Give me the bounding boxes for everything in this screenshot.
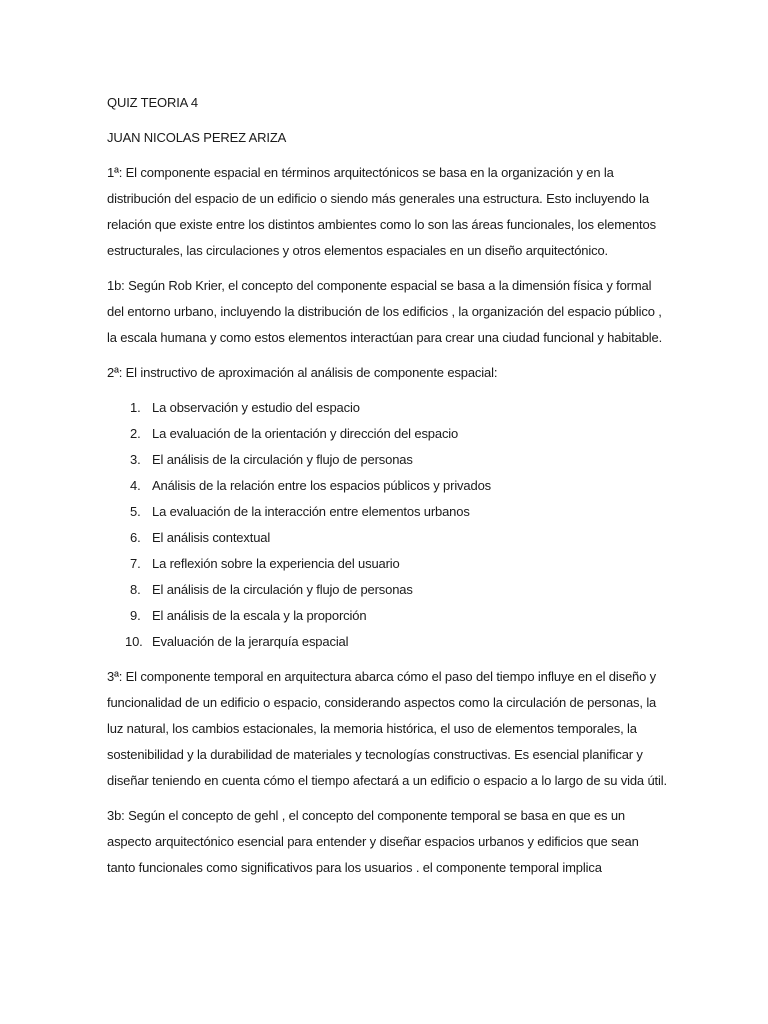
- list-text: La observación y estudio del espacio: [152, 400, 360, 415]
- author-name: JUAN NICOLAS PEREZ ARIZA: [107, 130, 287, 145]
- list-number: 3.: [130, 452, 141, 467]
- list-text: El análisis contextual: [152, 530, 271, 545]
- list-item: [107, 551, 667, 577]
- document-body: [107, 90, 667, 890]
- list-number: 9.: [130, 608, 141, 623]
- list-text: La evaluación de la orientación y dirección del espacio: [152, 426, 459, 441]
- list-number: 8.: [130, 582, 141, 597]
- answer-2a: 2ª: El instructivo de aproximación al análisis de componente espacial:: [107, 365, 498, 380]
- list-item: [107, 603, 667, 629]
- list-text: La evaluación de la interacción entre elementos urbanos: [152, 504, 470, 519]
- list-item: [107, 473, 667, 499]
- list-item: [107, 577, 667, 603]
- list-item: [107, 447, 667, 473]
- list-item: [107, 395, 667, 421]
- answer-1b: 1b: Según Rob Krier, el concepto del componente espacial se basa a la dimensión física y formal del entorno urbano, incluyendo la distribución de los edificios , la organización del espacio público , la escala humana y como estos elementos interactúan para crear una ciudad funcional y habitable.: [107, 278, 663, 345]
- list-number: 6.: [130, 530, 141, 545]
- list-item: [107, 629, 667, 655]
- approach-steps-list: [107, 395, 667, 655]
- list-number: 5.: [130, 504, 141, 519]
- list-text: El análisis de la escala y la proporción: [152, 608, 367, 623]
- document-title: QUIZ TEORIA 4: [107, 95, 198, 110]
- list-number: 1.: [130, 400, 141, 415]
- list-item: [107, 499, 667, 525]
- list-number: 4.: [130, 478, 141, 493]
- answer-1a: 1ª: El componente espacial en términos arquitectónicos se basa en la organización y en la distribución del espacio de un edificio o siendo más generales una estructura. Esto incluyendo la relación que existe entre los distintos ambientes como lo son las áreas funcionales, los elementos estructurales, las circulaciones y otros elementos espaciales en un diseño arquitectónico.: [107, 165, 656, 258]
- answer-3a: 3ª: El componente temporal en arquitectura abarca cómo el paso del tiempo influye en el diseño y funcionalidad de un edificio o espacio, considerando aspectos como la circulación de personas, la luz natural, los cambios estacionales, la memoria histórica, el uso de elementos temporales, la sostenibilidad y la durabilidad de materiales y tecnologías constructivas. Es esencial planificar y diseñar teniendo en cuenta cómo el tiempo afectará a un edificio o espacio a lo largo de su vida útil.: [107, 669, 667, 788]
- list-number: 10.: [125, 634, 143, 649]
- list-text: El análisis de la circulación y flujo de personas: [152, 452, 413, 467]
- list-item: [107, 525, 667, 551]
- list-text: Análisis de la relación entre los espacios públicos y privados: [152, 478, 491, 493]
- list-text: El análisis de la circulación y flujo de personas: [152, 582, 413, 597]
- list-item: [107, 421, 667, 447]
- answer-3b: 3b: Según el concepto de gehl , el concepto del componente temporal se basa en que es un aspecto arquitectónico esencial para entender y diseñar espacios urbanos y edificios que sean tanto funcionales como significativos para los usuarios . el componente temporal implica: [107, 808, 639, 875]
- list-number: 7.: [130, 556, 141, 571]
- list-text: La reflexión sobre la experiencia del usuario: [152, 556, 400, 571]
- list-text: Evaluación de la jerarquía espacial: [152, 634, 349, 649]
- list-number: 2.: [130, 426, 141, 441]
